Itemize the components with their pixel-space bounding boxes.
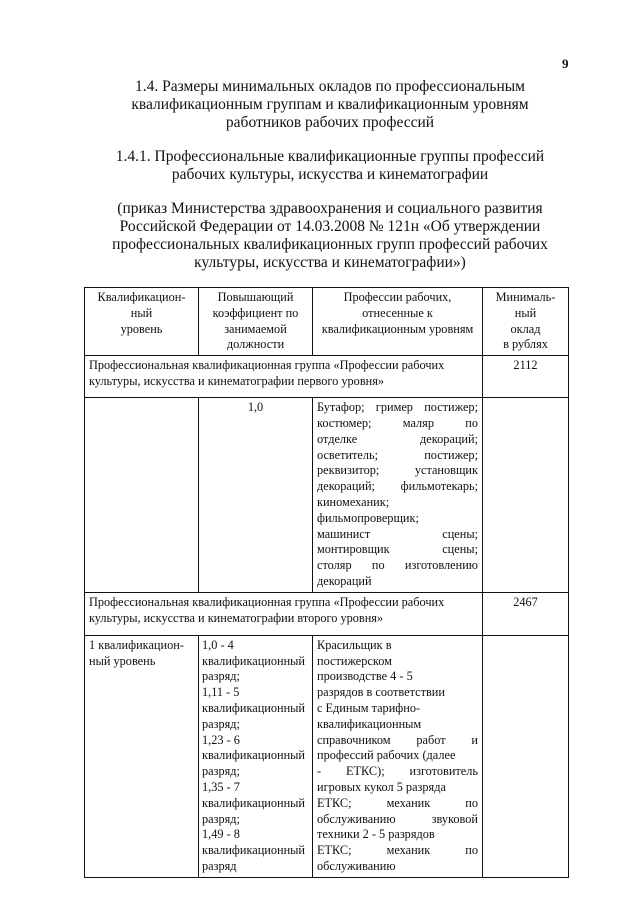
coefficient-line: квалификационный — [202, 653, 306, 668]
coefficient-line: квалификационный — [202, 700, 306, 715]
table-row — [85, 635, 569, 877]
header-text: Минималь- — [495, 290, 556, 304]
coefficient-line: квалификационный — [202, 748, 306, 763]
header-text: оклад — [510, 321, 541, 336]
coefficient-line: 1,23 - 6 — [202, 732, 240, 747]
profession-line: производстве 4 - 5 — [317, 669, 413, 684]
coefficient-line: 1,11 - 5 — [202, 685, 240, 700]
group-title-line: культуры, искусства и кинематографии первого уровня» — [89, 373, 385, 388]
group-title-line: культуры, искусства и кинематографии второго уровня» — [89, 610, 384, 625]
profession-line: Красильщик в — [317, 637, 392, 652]
header-text: коэффициент по — [212, 305, 299, 320]
profession-line: обслуживанию — [317, 858, 396, 873]
profession-line: фильмопроверщик; — [317, 510, 419, 525]
coefficient-cell — [199, 635, 313, 877]
coefficient-line: квалификационный — [202, 843, 306, 858]
heading-line: 1.4. Размеры минимальных окладов по профессиональным — [135, 78, 525, 95]
header-text: Повышающий — [217, 290, 294, 304]
coefficient-line: 1,49 - 8 — [202, 827, 240, 842]
coefficient-cell: 1,0 — [199, 398, 313, 593]
profession-line: костюмер; маляр по — [317, 415, 478, 430]
coefficient-line: разряд; — [202, 764, 240, 779]
profession-line: - ЕТКС); изготовитель — [317, 764, 478, 779]
section-heading — [90, 78, 570, 132]
profession-line: декораций — [317, 573, 372, 588]
level-cell — [85, 398, 199, 593]
profession-line: машинист сцены; — [317, 526, 478, 541]
table-group-row — [85, 356, 569, 398]
header-text: ный — [514, 305, 537, 320]
table-group-row — [85, 592, 569, 635]
group-title — [85, 592, 483, 635]
header-professions — [313, 288, 483, 356]
order-reference — [90, 200, 570, 272]
coefficient-line: разряд — [202, 858, 237, 873]
table-row — [85, 398, 569, 593]
header-text: занимаемой — [224, 321, 287, 336]
profession-line: столяр по изготовлению — [317, 558, 478, 573]
professions-cell — [313, 635, 483, 877]
header-text: ный — [130, 305, 153, 320]
profession-line: декораций; фильмотекарь; — [317, 479, 478, 494]
salary-cell — [483, 398, 569, 593]
level-line: ный уровень — [89, 653, 156, 668]
profession-line: игровых кукол 5 разряда — [317, 779, 446, 794]
professions-cell — [313, 398, 483, 593]
profession-line: разрядов в соответствии — [317, 685, 445, 700]
profession-line: профессий рабочих (далее — [317, 748, 456, 763]
profession-line: монтировщик сцены; — [317, 542, 478, 557]
profession-line: киномеханик; — [317, 494, 390, 509]
header-text: в рублях — [503, 337, 548, 352]
profession-line: техники 2 - 5 разрядов — [317, 827, 435, 842]
subsection-heading — [90, 148, 570, 184]
group-salary: 2467 — [483, 592, 569, 635]
level-cell — [85, 635, 199, 877]
profession-line: Бутафор; гример постижер; — [317, 400, 478, 415]
heading-line: 1.4.1. Профессиональные квалификационные группы профессий — [115, 148, 545, 165]
header-text: Профессии рабочих, — [343, 290, 452, 304]
header-text: квалификационным уровням — [321, 321, 474, 336]
heading-line: работников рабочих профессий — [225, 114, 435, 131]
heading-line: профессиональных квалификационных групп профессий рабочих — [112, 236, 548, 253]
profession-line: ЕТКС; механик по — [317, 795, 478, 810]
profession-line: обслуживанию звуковой — [317, 811, 478, 826]
coefficient-line: 1,0 - 4 — [202, 637, 234, 652]
group-title — [85, 356, 483, 398]
profession-line: реквизитор; установщик — [317, 463, 478, 478]
coefficient-line: квалификационный — [202, 795, 306, 810]
page-number: 9 — [562, 56, 569, 71]
group-title-line: Профессиональная квалификационная группа «Профессии рабочих — [89, 358, 445, 373]
heading-line: культуры, искусства и кинематографии») — [194, 254, 466, 271]
heading-line: Российской Федерации от 14.03.2008 № 121н «Об утверждении — [119, 218, 541, 235]
header-text: уровень — [120, 321, 163, 336]
header-text: Квалификацион- — [97, 290, 186, 304]
header-coefficient — [199, 288, 313, 356]
profession-line: с Единым тарифно- — [317, 700, 421, 715]
coefficient-line: 1,35 - 7 — [202, 779, 240, 794]
profession-line: ЕТКС; механик по — [317, 843, 478, 858]
coefficient-line: разряд; — [202, 811, 240, 826]
salary-cell — [483, 635, 569, 877]
profession-line: осветитель; постижер; — [317, 447, 478, 462]
header-text: отнесенные к — [362, 305, 433, 320]
profession-line: постижерском — [317, 653, 392, 668]
header-salary — [483, 288, 569, 356]
coefficient-line: разряд; — [202, 669, 240, 684]
group-salary: 2112 — [483, 356, 569, 398]
profession-line: отделке декораций; — [317, 431, 478, 446]
profession-line: квалификационным — [317, 716, 422, 731]
level-line: 1 квалификацион- — [89, 637, 184, 652]
table-header-row — [85, 288, 569, 356]
profession-line: справочником работ и — [317, 732, 478, 747]
heading-line: квалификационным группам и квалификационным уровням — [131, 96, 529, 113]
salary-table — [84, 287, 569, 878]
header-level — [85, 288, 199, 356]
coefficient-line: разряд; — [202, 716, 240, 731]
group-title-line: Профессиональная квалификационная группа «Профессии рабочих — [89, 594, 445, 609]
header-text: должности — [226, 337, 285, 352]
heading-line: (приказ Министерства здравоохранения и социального развития — [117, 200, 543, 217]
heading-line: рабочих культуры, искусства и кинематографии — [171, 166, 489, 183]
